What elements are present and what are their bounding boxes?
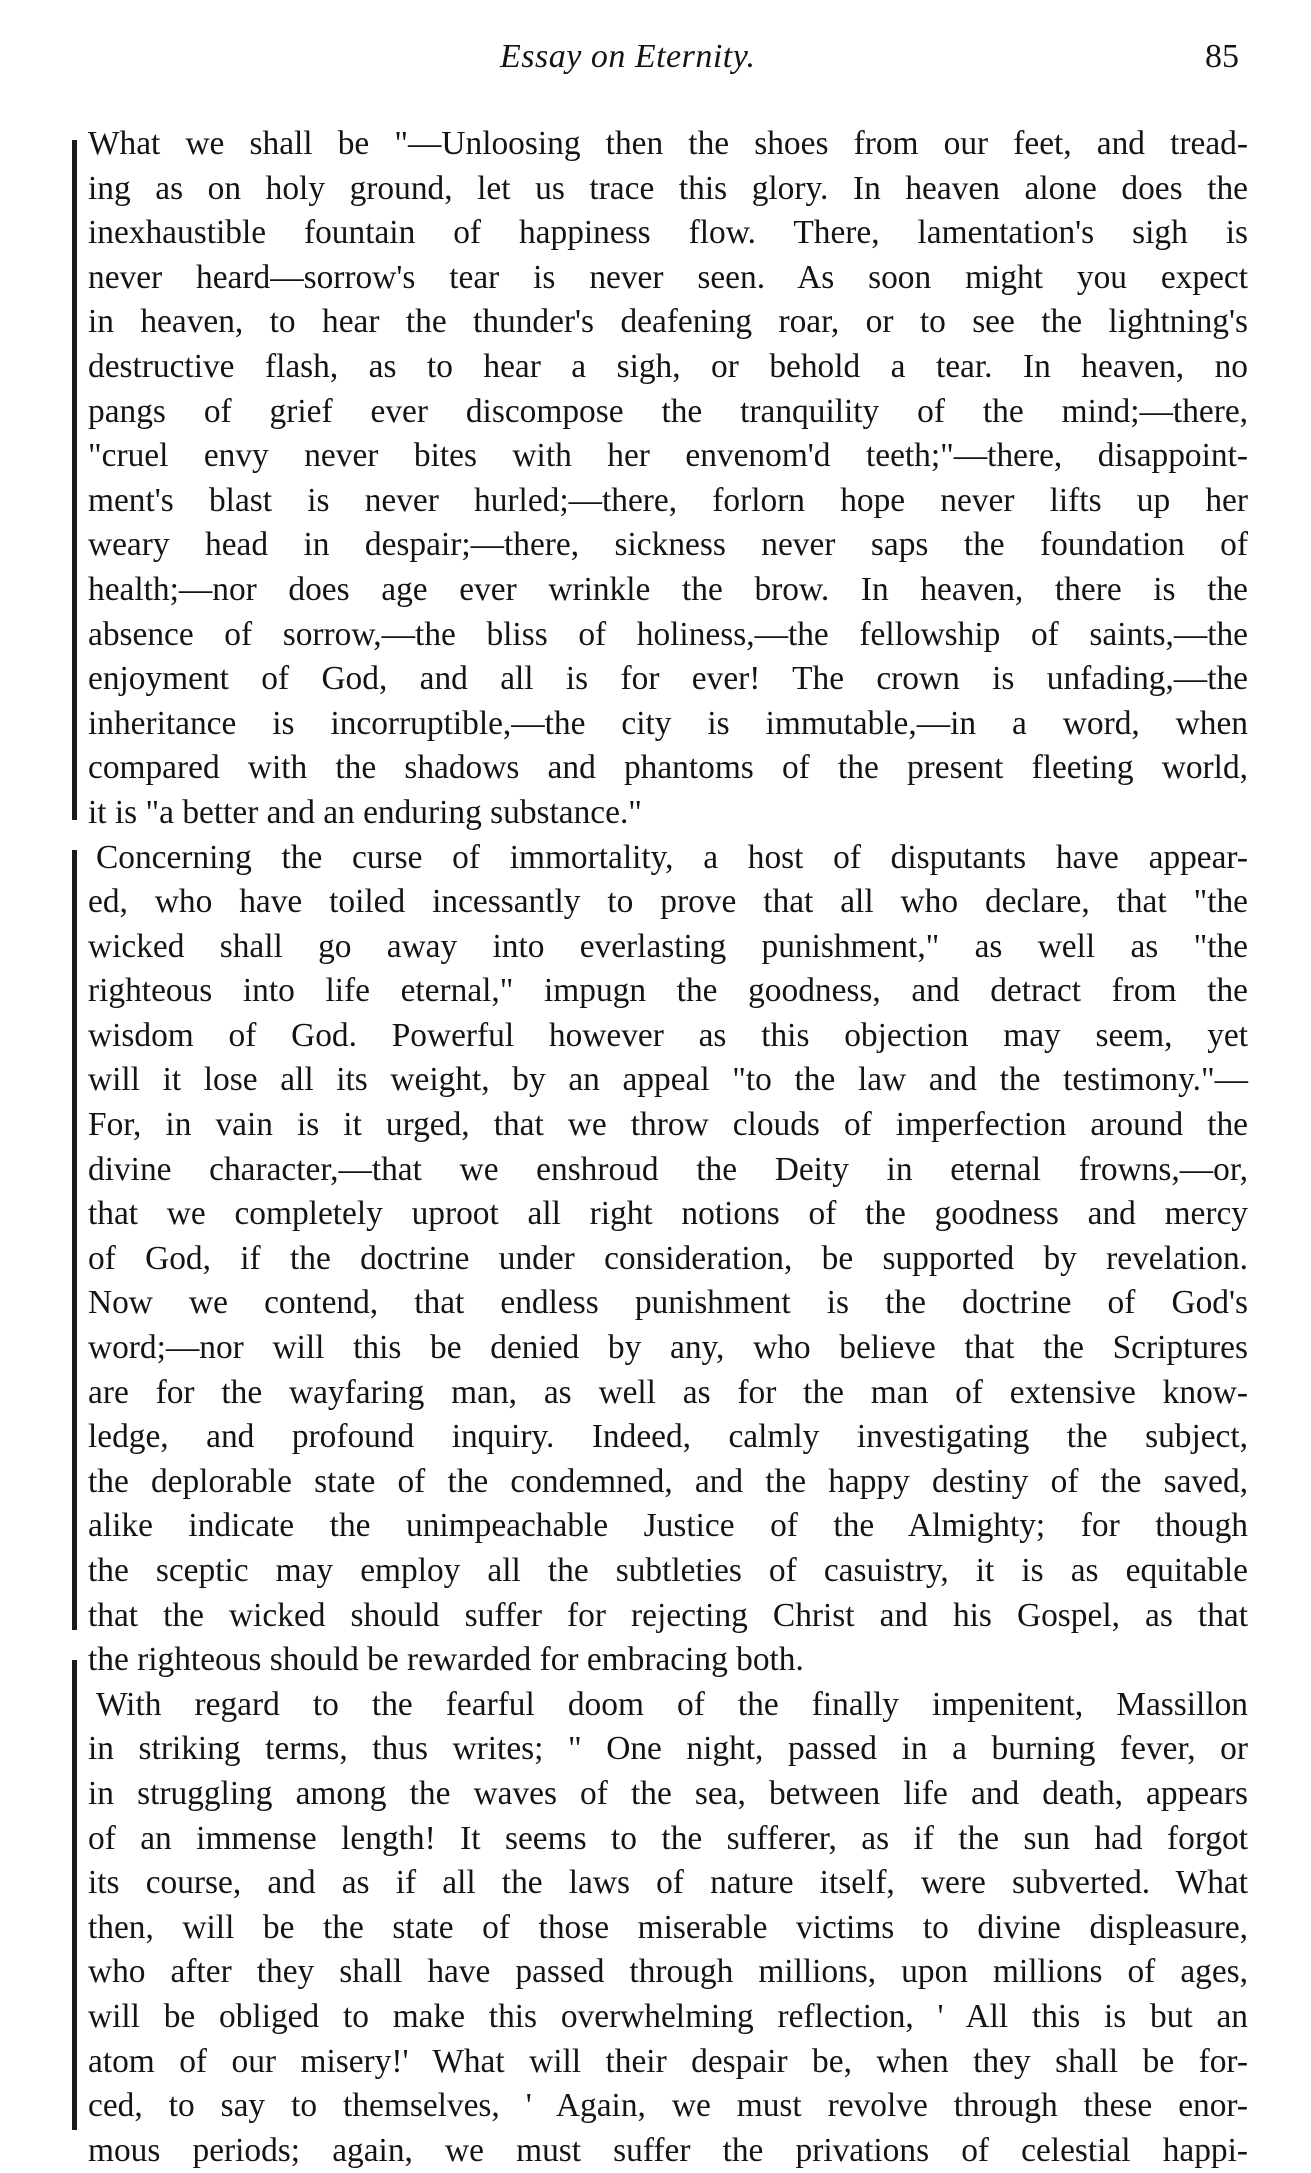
page-number: 85	[1205, 38, 1239, 75]
text-line: divine character,—that we enshroud the Deity in eternal frowns,—or,	[88, 1150, 1248, 1188]
running-title: Essay on Eternity.	[500, 38, 756, 75]
text-line: never heard—sorrow's tear is never seen. As soon might you expect	[88, 258, 1248, 296]
text-line: For, in vain is it urged, that we throw clouds of imperfection around the	[88, 1106, 1248, 1144]
text-line: destructive flash, as to hear a sigh, or behold a tear. In heaven, no	[88, 347, 1248, 385]
text-line: inexhaustible fountain of happiness flow. There, lamentation's sigh is	[88, 214, 1248, 252]
text-line: in struggling among the waves of the sea, between life and death, appears	[88, 1774, 1248, 1812]
gutter-binding-mark	[72, 140, 77, 820]
text-line: health;—nor does age ever wrinkle the brow. In heaven, there is the	[88, 570, 1248, 608]
text-line: enjoyment of God, and all is for ever! The crown is unfading,—the	[88, 660, 1248, 698]
text-line: it is "a better and an enduring substance."	[88, 793, 642, 831]
running-head	[0, 38, 1311, 88]
paragraph-2	[88, 836, 1248, 1683]
text-line: righteous into life eternal," impugn the goodness, and detract from the	[88, 972, 1248, 1010]
text-line: of an immense length! It seems to the sufferer, as if the sun had forgot	[88, 1819, 1248, 1857]
text-line: ment's blast is never hurled;—there, forlorn hope never lifts up her	[88, 481, 1248, 519]
text-line: wisdom of God. Powerful however as this objection may seem, yet	[88, 1016, 1248, 1054]
text-line: then, will be the state of those miserable victims to divine displeasure,	[88, 1908, 1248, 1946]
gutter-binding-mark	[72, 850, 77, 1630]
text-line: the sceptic may employ all the subtleties of casuistry, it is as equitable	[88, 1552, 1248, 1589]
text-line: With regard to the fearful doom of the finally impenitent, Massillon	[96, 1685, 1248, 1723]
text-line: ing as on holy ground, let us trace this glory. In heaven alone does the	[88, 169, 1248, 207]
text-line: weary head in despair;—there, sickness never saps the foundation of	[88, 526, 1248, 564]
text-line: who after they shall have passed through millions, upon millions of ages,	[88, 1953, 1248, 1991]
text-line: ledge, and profound inquiry. Indeed, calmly investigating the subject,	[88, 1418, 1248, 1456]
text-line: mous periods; again, we must suffer the privations of celestial happi-	[88, 2131, 1248, 2169]
text-line: Concerning the curse of immortality, a host of disputants have appear-	[96, 838, 1248, 876]
text-line: its course, and as if all the laws of nature itself, were subverted. What	[88, 1864, 1248, 1902]
text-line: the righteous should be rewarded for embracing both.	[88, 1641, 804, 1679]
text-line: word;—nor will this be denied by any, who believe that the Scriptures	[88, 1329, 1248, 1367]
text-line: that we completely uproot all right notions of the goodness and mercy	[88, 1195, 1248, 1233]
text-line: ed, who have toiled incessantly to prove that all who declare, that "the	[88, 883, 1248, 921]
paragraph-3	[88, 1683, 1248, 2173]
body-text	[88, 122, 1248, 2173]
paragraph-1	[88, 122, 1248, 836]
text-line: will be obliged to make this overwhelming reflection, ' All this is but an	[88, 1997, 1248, 2035]
text-line: pangs of grief ever discompose the tranquility of the mind;—there,	[88, 392, 1248, 430]
text-line: that the wicked should suffer for rejecting Christ and his Gospel, as that	[88, 1596, 1248, 1634]
text-line: absence of sorrow,—the bliss of holiness,—the fellowship of saints,—the	[88, 615, 1248, 653]
text-line: "cruel envy never bites with her envenom'd teeth;"—there, disappoint-	[88, 437, 1248, 475]
text-line: in heaven, to hear the thunder's deafening roar, or to see the lightning's	[88, 303, 1248, 341]
text-line: will it lose all its weight, by an appeal "to the law and the testimony."—	[88, 1061, 1248, 1099]
text-line: ced, to say to themselves, ' Again, we must revolve through these enor-	[88, 2087, 1248, 2125]
text-line: of God, if the doctrine under consideration, be supported by revelation.	[88, 1239, 1248, 1277]
text-line: compared with the shadows and phantoms of the present fleeting world,	[88, 749, 1248, 787]
gutter-binding-mark	[72, 1660, 77, 2130]
text-line: wicked shall go away into everlasting punishment," as well as "the	[88, 927, 1248, 965]
text-line: in striking terms, thus writes; " One night, passed in a burning fever, or	[88, 1730, 1248, 1768]
text-line: Now we contend, that endless punishment is the doctrine of God's	[88, 1284, 1248, 1322]
text-line: the deplorable state of the condemned, and the happy destiny of the saved,	[88, 1462, 1248, 1500]
text-line: are for the wayfaring man, as well as for the man of extensive know-	[88, 1373, 1248, 1411]
text-line: atom of our misery!' What will their despair be, when they shall be for-	[88, 2042, 1248, 2080]
text-line: alike indicate the unimpeachable Justice of the Almighty; for though	[88, 1507, 1248, 1545]
text-line: inheritance is incorruptible,—the city is immutable,—in a word, when	[88, 704, 1248, 742]
text-line: What we shall be "—Unloosing then the shoes from our feet, and tread-	[88, 125, 1248, 162]
